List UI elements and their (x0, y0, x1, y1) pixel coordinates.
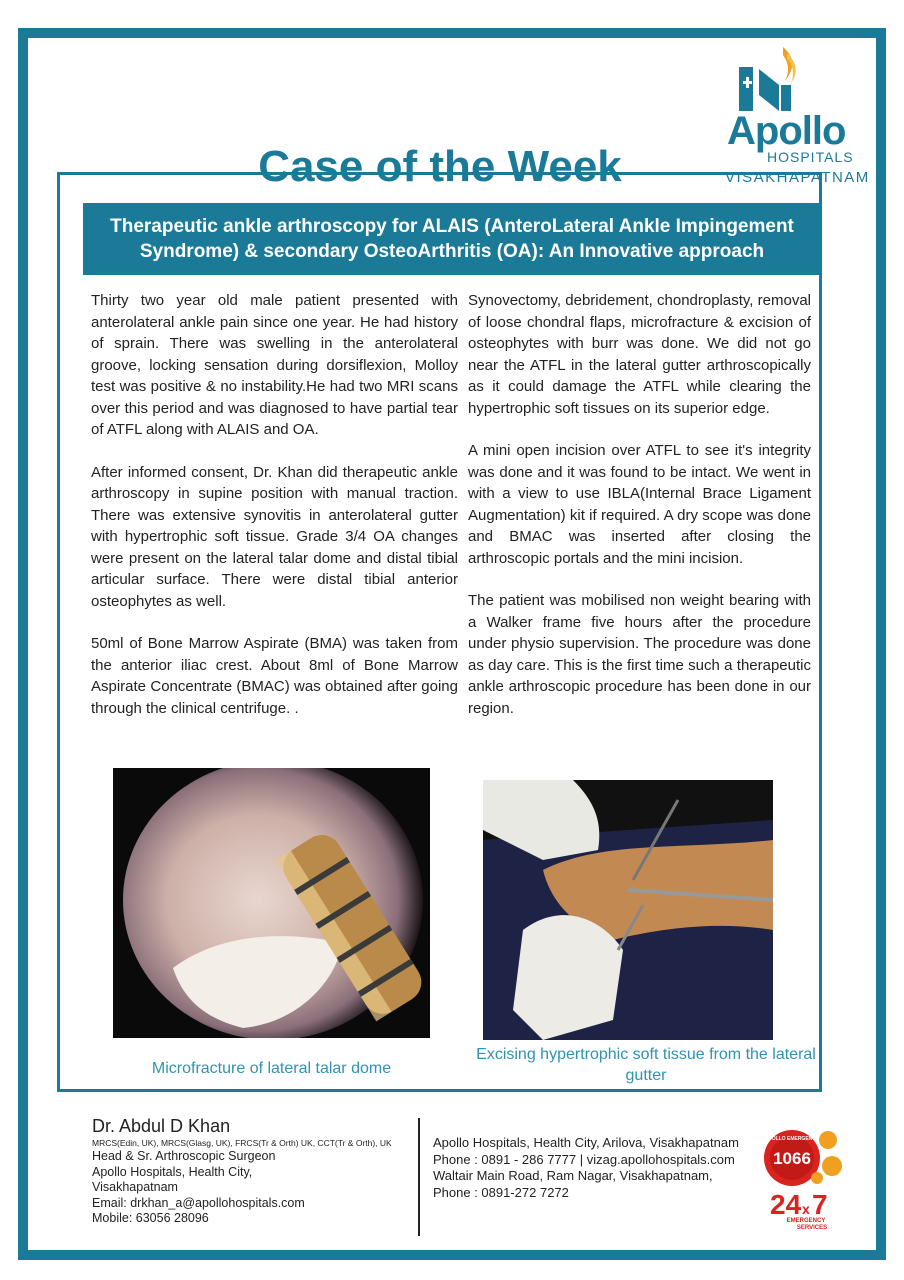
doctor-title: Head & Sr. Arthroscopic Surgeon (92, 1149, 276, 1163)
surgery-photo (483, 780, 773, 1040)
apollo-logo (715, 45, 870, 186)
doctor-city: Visakhapatnam (92, 1180, 178, 1194)
doctor-name: Dr. Abdul D Khan (92, 1116, 231, 1136)
paragraph: The patient was mobilised non weight bearing with a Walker frame five hours after the procedure under physio supervision. The procedure was done as day care. This is the first time such a therapeutic ankle arthroscopic procedure has been done in our region. (468, 592, 811, 717)
logo-city: VISAKHAPATNAM (725, 169, 870, 186)
paragraph: Thirty two year old male patient presented with anterolateral ankle pain since one year. He had history of sprain. There was swelling in the anterolateral groove, locking sensation during dorsiflexion, Molloy test was positive & no instability.He had two MRI scans over this period and was diagnosed to have partial tear of ATFL along with ALAIS and OA. (91, 292, 458, 438)
page-title: Case of the Week (258, 142, 622, 191)
logo-flame-icon (735, 45, 815, 115)
logo-wordmark: Apollo (727, 109, 846, 153)
emergency-sub1: EMERGENCY (786, 1218, 826, 1224)
paragraph: A mini open incision over ATFL to see it's integrity was done and it was found to be intact. We went in with a view to use IBLA(Internal Brace Ligament Augmentation) kit if required. A dry scope was done and BMAC was inserted after closing the arthroscopic portals and the mini incision. (468, 442, 811, 567)
emergency-sub2: SERVICES (796, 1225, 828, 1231)
paragraph: After informed consent, Dr. Khan did therapeutic ankle arthroscopy in supine position with manual traction. There was extensive synovitis in anterolateral gutter with hypertrophic soft tissue. Grade 3/4 OA changes were present on the lateral talar dome and distal tibial articular surface. There were distal tibial anterior osteophytes as well. (91, 463, 458, 610)
doctor-org: Apollo Hospitals, Health City, (92, 1164, 253, 1179)
ambulance-icon (822, 1156, 842, 1176)
doctor-email[interactable]: Email: drkhan_a@apollohospitals.com (92, 1195, 305, 1210)
emergency-badge (762, 1120, 844, 1232)
contact-line: Phone : 0891-272 7272 (433, 1184, 569, 1200)
right-column (468, 290, 811, 740)
photo-caption: Microfracture of lateral talar dome (151, 1060, 392, 1077)
article-title: Therapeutic ankle arthroscopy for ALAIS (AnteroLateral Ankle Impingement Syndrome) & secondary OsteoArthritis (OA): An Innovative approach (110, 216, 794, 262)
emergency-small: APOLLO EMERGENCY (764, 1136, 820, 1142)
emergency-x: x (802, 1201, 810, 1217)
doctor-qualifications: MRCS(Edin, UK), MRCS(Glasg, UK), FRCS(Tr & Orth) UK, CCT(Tr & Orth), UK (92, 1138, 392, 1148)
doctor-info (92, 1115, 392, 1227)
contact-line[interactable]: Phone : 0891 - 286 7777 | vizag.apollohospitals.com (433, 1151, 735, 1167)
footer-divider (418, 1118, 420, 1236)
hospital-contact (433, 1135, 739, 1201)
emergency-7: 7 (812, 1189, 828, 1220)
contact-line: Apollo Hospitals, Health City, Arilova, Visakhapatnam (433, 1135, 739, 1150)
paragraph: 50ml of Bone Marrow Aspirate (BMA) was taken from the anterior iliac crest. About 8ml of Bone Marrow Aspirate Concentrate (BMAC) was obtained after going through the clinical centrifuge. . (91, 635, 458, 717)
helicopter-icon (819, 1131, 837, 1149)
logo-hospitals: HOSPITALS (767, 149, 854, 165)
photo-caption: Excising hypertrophic soft tissue from the lateral gutter (476, 1046, 816, 1084)
arthroscopy-photo (113, 768, 430, 1038)
article-title-banner (83, 203, 821, 275)
left-column (91, 290, 458, 740)
bike-icon (811, 1172, 823, 1184)
emergency-24: 24 (770, 1189, 802, 1220)
emergency-number: 1066 (773, 1149, 811, 1168)
paragraph: Synovectomy, debridement, chondroplasty, removal of loose chondral flaps, microfracture & excision of osteophytes with burr was done. We did not go near the ATFL in the lateral gutter arthroscopically as it could damage the ATFL while clearing the hypertrophic soft tissues on its superior edge. (468, 292, 811, 417)
doctor-mobile: Mobile: 63056 28096 (92, 1211, 209, 1225)
contact-line: Waltair Main Road, Ram Nagar, Visakhapatnam, (433, 1168, 713, 1183)
